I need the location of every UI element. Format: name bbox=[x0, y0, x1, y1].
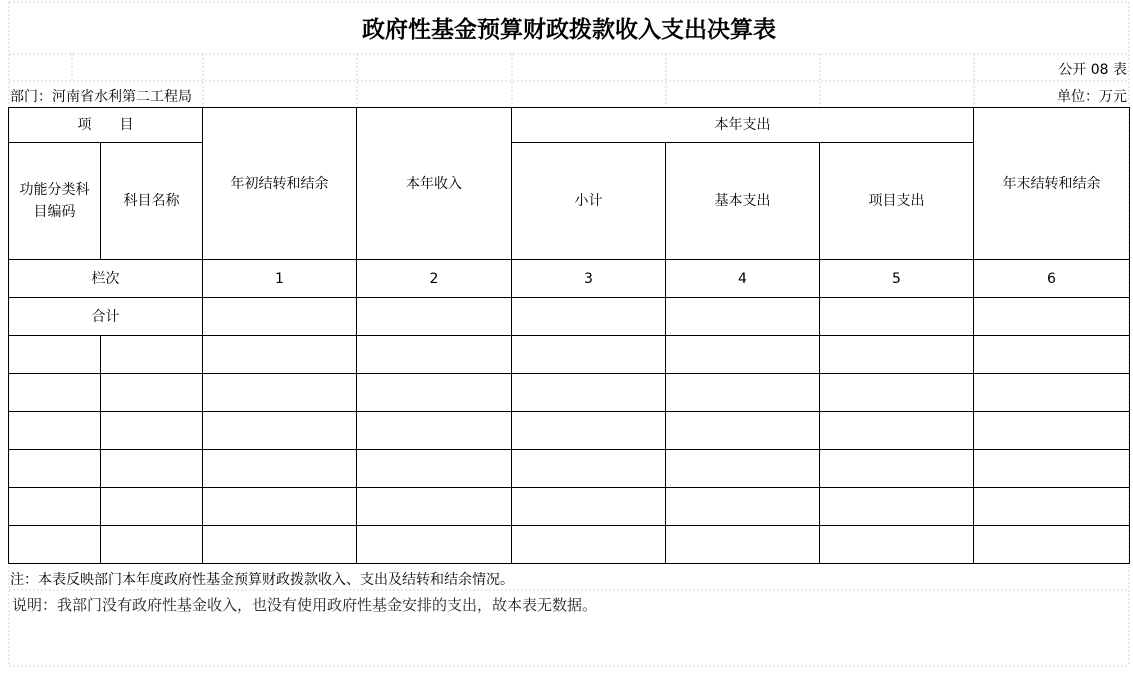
table-cell bbox=[820, 450, 974, 488]
table-cell bbox=[666, 412, 820, 450]
table-cell bbox=[974, 336, 1130, 374]
table-cell bbox=[9, 336, 101, 374]
total-row bbox=[9, 298, 1130, 336]
table-cell bbox=[666, 298, 820, 336]
table-cell bbox=[203, 298, 357, 336]
table-cell bbox=[357, 374, 512, 412]
header-year-expense: 本年支出 bbox=[512, 108, 974, 143]
table-cell bbox=[357, 488, 512, 526]
table-cell bbox=[512, 412, 666, 450]
header-end-balance: 年末结转和结余 bbox=[974, 108, 1130, 260]
table-cell bbox=[820, 336, 974, 374]
table-cell bbox=[203, 336, 357, 374]
table-cell bbox=[203, 526, 357, 564]
table-cell bbox=[974, 450, 1130, 488]
table-row bbox=[9, 374, 1130, 412]
table-cell bbox=[974, 526, 1130, 564]
table-row bbox=[9, 412, 1130, 450]
column-number: 5 bbox=[820, 260, 974, 298]
table-cell bbox=[101, 488, 203, 526]
column-number: 2 bbox=[357, 260, 512, 298]
table-cell bbox=[101, 336, 203, 374]
table-cell bbox=[512, 488, 666, 526]
table-cell bbox=[512, 526, 666, 564]
table-cell bbox=[101, 526, 203, 564]
total-label: 合计 bbox=[9, 298, 203, 336]
table-cell bbox=[101, 374, 203, 412]
unit-label: 单位：万元 bbox=[1057, 89, 1127, 105]
header-subtotal: 小计 bbox=[512, 143, 666, 260]
table-cell bbox=[9, 488, 101, 526]
table-cell bbox=[357, 526, 512, 564]
table-cell bbox=[9, 412, 101, 450]
table-cell bbox=[203, 450, 357, 488]
column-number: 1 bbox=[203, 260, 357, 298]
table-cell bbox=[203, 374, 357, 412]
table-cell bbox=[357, 298, 512, 336]
table-cell bbox=[820, 374, 974, 412]
column-number: 3 bbox=[512, 260, 666, 298]
header-begin-balance: 年初结转和结余 bbox=[203, 108, 357, 260]
table-row bbox=[9, 526, 1130, 564]
table-cell bbox=[666, 374, 820, 412]
table-cell bbox=[666, 450, 820, 488]
column-number: 4 bbox=[666, 260, 820, 298]
table-row bbox=[9, 488, 1130, 526]
table-cell bbox=[974, 488, 1130, 526]
header-subject-name: 科目名称 bbox=[101, 143, 203, 260]
table-cell bbox=[666, 336, 820, 374]
column-number: 6 bbox=[974, 260, 1130, 298]
table-cell bbox=[666, 526, 820, 564]
table-cell bbox=[666, 488, 820, 526]
header-project-expense: 项目支出 bbox=[820, 143, 974, 260]
header-func-code: 功能分类科目编码 bbox=[9, 143, 101, 260]
table-cell bbox=[9, 450, 101, 488]
page-title: 政府性基金预算财政拨款收入支出决算表 bbox=[362, 16, 776, 43]
explanation-note: 说明：我部门没有政府性基金收入，也没有使用政府性基金安排的支出，故本表无数据。 bbox=[12, 596, 598, 614]
table-cell bbox=[974, 298, 1130, 336]
table-cell bbox=[9, 526, 101, 564]
table-cell bbox=[203, 412, 357, 450]
table-cell bbox=[974, 374, 1130, 412]
table-cell bbox=[820, 412, 974, 450]
table-code: 公开 08 表 bbox=[1058, 62, 1127, 78]
budget-table bbox=[8, 107, 1130, 564]
table-cell bbox=[974, 412, 1130, 450]
table-cell bbox=[820, 298, 974, 336]
table-cell bbox=[9, 374, 101, 412]
table-cell bbox=[357, 412, 512, 450]
table-note: 注：本表反映部门本年度政府性基金预算财政拨款收入、支出及结转和结余情况。 bbox=[10, 572, 514, 588]
table-row bbox=[9, 450, 1130, 488]
header-year-income: 本年收入 bbox=[357, 108, 512, 260]
header-basic-expense: 基本支出 bbox=[666, 143, 820, 260]
table-cell bbox=[820, 526, 974, 564]
table-row bbox=[9, 336, 1130, 374]
header-item: 项 目 bbox=[9, 108, 203, 143]
table-cell bbox=[101, 450, 203, 488]
table-cell bbox=[820, 488, 974, 526]
table-cell bbox=[357, 336, 512, 374]
table-cell bbox=[357, 450, 512, 488]
table-cell bbox=[512, 450, 666, 488]
table-cell bbox=[512, 374, 666, 412]
table-cell bbox=[203, 488, 357, 526]
table-cell bbox=[101, 412, 203, 450]
column-number-row bbox=[9, 260, 1130, 298]
column-row-label: 栏次 bbox=[9, 260, 203, 298]
table-cell bbox=[512, 336, 666, 374]
table-cell bbox=[512, 298, 666, 336]
department-label: 部门：河南省水利第二工程局 bbox=[10, 89, 192, 105]
